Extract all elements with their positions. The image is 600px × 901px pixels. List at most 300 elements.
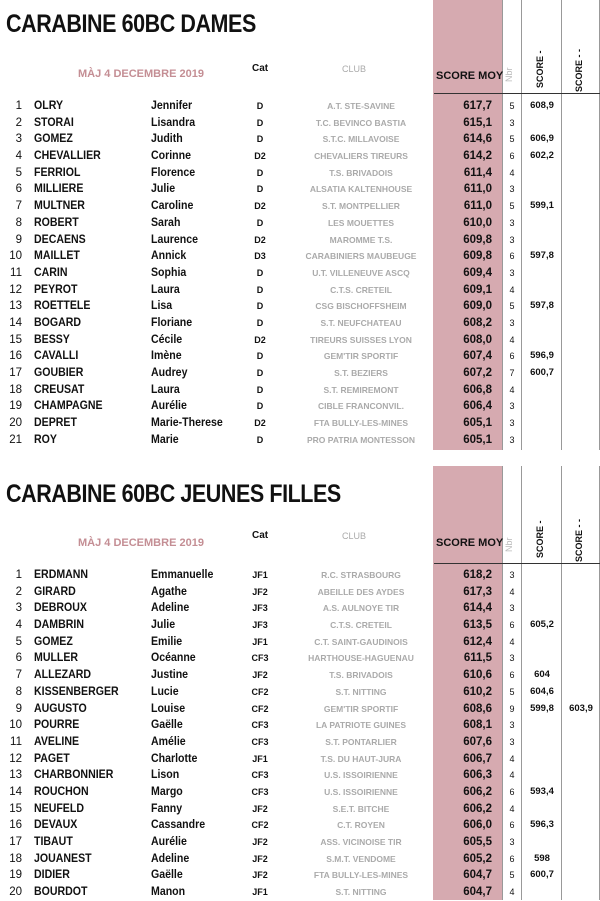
cell-score-1: 604,6 bbox=[530, 685, 554, 697]
cell-club: ALSATIA KALTENHOUSE bbox=[309, 184, 413, 195]
cell-first-name: Marie bbox=[151, 433, 179, 446]
cell-nbr: 4 bbox=[509, 770, 515, 781]
cell-score-2: 603,9 bbox=[569, 702, 593, 714]
table-row bbox=[0, 584, 600, 601]
cell-nbr: 5 bbox=[509, 201, 515, 212]
cell-rank: 18 bbox=[9, 383, 22, 396]
cell-last-name: TIBAUT bbox=[34, 836, 73, 848]
cell-score-1: 599,1 bbox=[530, 200, 554, 212]
table-row bbox=[0, 817, 600, 834]
cell-last-name: DEVAUX bbox=[34, 819, 78, 832]
cell-first-name: Emilie bbox=[151, 635, 183, 648]
cell-score-moy: 609,4 bbox=[463, 266, 492, 279]
cell-rank: 17 bbox=[9, 836, 22, 848]
cell-rank: 18 bbox=[9, 852, 22, 865]
cell-score-moy: 608,1 bbox=[463, 719, 492, 732]
table-row bbox=[0, 801, 600, 818]
header-nbr: Nbr bbox=[504, 537, 514, 552]
cell-first-name: Sarah bbox=[151, 216, 181, 229]
cell-club: S.T. NITTING bbox=[335, 686, 387, 697]
cell-nbr: 4 bbox=[509, 334, 515, 345]
cell-first-name: Charlotte bbox=[151, 752, 198, 765]
cell-score-moy: 618,2 bbox=[463, 569, 492, 581]
cell-club: S.T. NITTING bbox=[335, 887, 387, 898]
cell-rank: 14 bbox=[9, 785, 22, 798]
table-row bbox=[0, 701, 600, 718]
cell-category: D2 bbox=[254, 201, 266, 212]
cell-nbr: 3 bbox=[509, 184, 515, 195]
cell-last-name: ROUCHON bbox=[34, 785, 89, 798]
cell-category: D bbox=[256, 434, 264, 445]
cell-category: CF3 bbox=[251, 770, 269, 781]
cell-last-name: KISSENBERGER bbox=[34, 685, 119, 698]
cell-rank: 11 bbox=[10, 266, 22, 279]
cell-first-name: Laura bbox=[151, 383, 180, 396]
cell-score-moy: 613,5 bbox=[463, 619, 492, 632]
cell-category: CF2 bbox=[251, 820, 269, 831]
cell-first-name: Corinne bbox=[151, 150, 191, 163]
cell-rank: 16 bbox=[9, 350, 22, 363]
cell-nbr: 4 bbox=[509, 887, 515, 898]
cell-nbr: 3 bbox=[509, 418, 515, 429]
cell-club: GEM'TIR SPORTIF bbox=[323, 351, 399, 362]
cell-club: C.T.S. CRETEIL bbox=[330, 620, 392, 631]
cell-last-name: CARIN bbox=[34, 266, 68, 279]
cell-category: D3 bbox=[254, 251, 266, 262]
cell-category: JF1 bbox=[252, 636, 268, 647]
cell-club: C.T. SAINT-GAUDINOIS bbox=[314, 636, 408, 647]
cell-nbr: 3 bbox=[509, 317, 515, 328]
cell-nbr: 3 bbox=[509, 570, 515, 580]
cell-club: LA PATRIOTE GUINES bbox=[315, 720, 407, 731]
cell-last-name: STORAI bbox=[34, 116, 74, 129]
cell-last-name: ROBERT bbox=[34, 216, 79, 229]
cell-nbr: 7 bbox=[509, 368, 515, 378]
cell-last-name: NEUFELD bbox=[34, 802, 84, 815]
cell-first-name: Lucie bbox=[151, 685, 179, 698]
cell-score-1: 597,8 bbox=[530, 250, 554, 262]
cell-category: JF2 bbox=[252, 853, 268, 864]
cell-score-moy: 611,0 bbox=[463, 183, 492, 196]
cell-rank: 8 bbox=[15, 216, 22, 229]
cell-rank: 5 bbox=[15, 635, 22, 648]
cell-first-name: Adeline bbox=[151, 602, 190, 615]
cell-club: CSG BISCHOFFSHEIM bbox=[315, 301, 407, 312]
cell-category: D bbox=[256, 368, 264, 378]
cell-nbr: 9 bbox=[509, 703, 515, 714]
cell-club: CARABINIERS MAUBEUGE bbox=[305, 251, 417, 262]
cell-category: CF3 bbox=[251, 653, 269, 664]
cell-nbr: 4 bbox=[509, 636, 515, 647]
cell-rank: 13 bbox=[9, 300, 22, 313]
cell-score-moy: 608,0 bbox=[463, 333, 492, 346]
cell-rank: 2 bbox=[15, 585, 22, 598]
cell-nbr: 3 bbox=[509, 117, 515, 128]
cell-score-moy: 614,6 bbox=[463, 133, 492, 146]
cell-first-name: Audrey bbox=[151, 367, 188, 379]
cell-club: TIREURS SUISSES LYON bbox=[310, 334, 412, 345]
cell-rank: 19 bbox=[9, 869, 22, 882]
cell-score-moy: 605,1 bbox=[463, 433, 492, 446]
cell-category: JF1 bbox=[252, 887, 268, 898]
cell-score-moy: 606,2 bbox=[463, 802, 492, 815]
cell-club: T.S. BRIVADOIS bbox=[329, 167, 393, 178]
cell-score-moy: 606,8 bbox=[463, 383, 492, 396]
table-row bbox=[0, 851, 600, 868]
cell-category: D2 bbox=[254, 334, 266, 345]
cell-score-moy: 606,0 bbox=[463, 819, 492, 832]
cell-first-name: Justine bbox=[151, 669, 189, 682]
ranking-table-jeunes bbox=[0, 567, 600, 901]
cell-score-1: 596,9 bbox=[530, 350, 554, 362]
header-score-moy: SCORE MOY bbox=[436, 70, 504, 82]
cell-rank: 17 bbox=[9, 367, 22, 379]
cell-category: D bbox=[256, 117, 264, 128]
table-row bbox=[0, 98, 600, 115]
cell-score-moy: 609,0 bbox=[463, 300, 492, 313]
cell-score-moy: 608,2 bbox=[463, 316, 492, 329]
cell-category: D2 bbox=[254, 234, 266, 245]
cell-last-name: BOURDOT bbox=[34, 886, 88, 899]
cell-category: D2 bbox=[254, 418, 266, 429]
cell-last-name: AUGUSTO bbox=[34, 702, 87, 715]
cell-category: D bbox=[256, 267, 264, 278]
cell-first-name: Gaëlle bbox=[151, 869, 183, 882]
cell-rank: 1 bbox=[15, 569, 22, 581]
cell-score-moy: 607,2 bbox=[463, 367, 492, 379]
table-row bbox=[0, 298, 600, 315]
cell-club: U.T. VILLENEUVE ASCQ bbox=[312, 267, 410, 278]
cell-score-1: 604 bbox=[534, 669, 550, 681]
cell-rank: 3 bbox=[15, 133, 22, 146]
table-row bbox=[0, 265, 600, 282]
cell-rank: 10 bbox=[9, 250, 22, 263]
page-title: CARABINE 60BC JEUNES FILLES bbox=[6, 480, 341, 508]
cell-score-moy: 617,3 bbox=[463, 585, 492, 598]
cell-club: LES MOUETTES bbox=[327, 217, 395, 228]
cell-last-name: CREUSAT bbox=[34, 383, 85, 396]
table-row bbox=[0, 600, 600, 617]
cell-score-moy: 606,2 bbox=[463, 785, 492, 798]
cell-score-moy: 607,4 bbox=[463, 350, 492, 363]
header-score-moy: SCORE MOY bbox=[436, 537, 504, 549]
cell-nbr: 3 bbox=[509, 603, 515, 614]
cell-rank: 5 bbox=[15, 166, 22, 179]
cell-category: CF3 bbox=[251, 736, 269, 747]
cell-category: JF2 bbox=[252, 837, 268, 847]
cell-last-name: CAVALLI bbox=[34, 350, 79, 363]
cell-club: S.T. BEZIERS bbox=[334, 368, 388, 378]
header-score-1: SCORE - bbox=[535, 50, 545, 88]
cell-rank: 2 bbox=[15, 116, 22, 129]
table-row bbox=[0, 432, 600, 449]
cell-last-name: AVELINE bbox=[34, 735, 80, 748]
cell-nbr: 3 bbox=[509, 736, 515, 747]
table-row bbox=[0, 315, 600, 332]
cell-nbr: 5 bbox=[509, 101, 515, 111]
cell-nbr: 6 bbox=[509, 620, 515, 631]
cell-nbr: 3 bbox=[509, 217, 515, 228]
cell-category: D bbox=[256, 301, 264, 312]
cell-club: A.S. AULNOYE TIR bbox=[322, 603, 400, 614]
cell-category: D bbox=[256, 134, 264, 145]
table-row bbox=[0, 198, 600, 215]
header-nbr: Nbr bbox=[504, 67, 514, 82]
cell-category: CF2 bbox=[251, 703, 269, 714]
section-jeunes-filles bbox=[0, 466, 600, 900]
cell-last-name: DAMBRIN bbox=[34, 619, 84, 632]
table-row bbox=[0, 148, 600, 165]
cell-category: D bbox=[256, 167, 264, 178]
cell-club: PRO PATRIA MONTESSON bbox=[307, 434, 415, 445]
table-row bbox=[0, 567, 600, 584]
cell-nbr: 4 bbox=[509, 753, 515, 764]
cell-club: S.M.T. VENDOME bbox=[326, 853, 396, 864]
update-date: MÀJ 4 DECEMBRE 2019 bbox=[78, 68, 204, 80]
table-row bbox=[0, 617, 600, 634]
cell-nbr: 5 bbox=[509, 870, 515, 881]
cell-category: D bbox=[256, 101, 264, 111]
cell-club: MAROMME T.S. bbox=[329, 234, 393, 245]
cell-first-name: Judith bbox=[151, 133, 183, 146]
cell-first-name: Jennifer bbox=[151, 100, 193, 112]
cell-score-moy: 608,6 bbox=[463, 702, 492, 715]
cell-club: U.S. ISSOIRIENNE bbox=[324, 770, 398, 781]
cell-score-moy: 610,0 bbox=[463, 216, 492, 229]
cell-category: D bbox=[256, 351, 264, 362]
cell-last-name: POURRE bbox=[34, 719, 80, 732]
cell-nbr: 3 bbox=[509, 234, 515, 245]
cell-category: CF3 bbox=[251, 720, 269, 731]
table-row bbox=[0, 282, 600, 299]
update-date: MÀJ 4 DECEMBRE 2019 bbox=[78, 537, 204, 549]
cell-last-name: GOMEZ bbox=[34, 133, 73, 146]
cell-rank: 10 bbox=[9, 719, 22, 732]
header-rule bbox=[434, 563, 600, 564]
cell-score-moy: 610,6 bbox=[463, 669, 492, 682]
cell-last-name: GIRARD bbox=[34, 585, 76, 598]
cell-category: JF2 bbox=[252, 670, 268, 681]
cell-first-name: Julie bbox=[151, 619, 176, 632]
cell-first-name: Annick bbox=[151, 250, 187, 263]
cell-last-name: FERRIOL bbox=[34, 166, 81, 179]
cell-last-name: BESSY bbox=[34, 333, 70, 346]
cell-last-name: CHARBONNIER bbox=[34, 769, 114, 782]
cell-score-moy: 609,8 bbox=[463, 233, 492, 246]
cell-rank: 4 bbox=[15, 150, 22, 163]
cell-score-moy: 604,7 bbox=[463, 869, 492, 882]
table-row bbox=[0, 867, 600, 884]
cell-rank: 21 bbox=[9, 433, 22, 446]
header-score-2: SCORE - - bbox=[574, 518, 584, 562]
cell-score-1: 597,8 bbox=[530, 300, 554, 312]
cell-first-name: Lison bbox=[151, 769, 180, 782]
cell-category: JF2 bbox=[252, 803, 268, 814]
table-row bbox=[0, 181, 600, 198]
cell-club: S.T. REMIREMONT bbox=[323, 384, 399, 395]
cell-nbr: 3 bbox=[509, 837, 515, 847]
cell-score-1: 605,2 bbox=[530, 619, 554, 631]
cell-rank: 20 bbox=[9, 417, 22, 430]
cell-category: JF1 bbox=[252, 570, 268, 580]
cell-score-moy: 606,3 bbox=[463, 769, 492, 782]
cell-rank: 19 bbox=[9, 400, 22, 413]
cell-last-name: MAILLET bbox=[34, 250, 80, 263]
cell-score-1: 602,2 bbox=[530, 150, 554, 162]
cell-club: S.T. MONTPELLIER bbox=[322, 201, 400, 212]
cell-club: ABEILLE DES AYDES bbox=[317, 586, 405, 597]
cell-club: T.C. BEVINCO BASTIA bbox=[315, 117, 407, 128]
table-row bbox=[0, 115, 600, 132]
cell-last-name: BOGARD bbox=[34, 316, 82, 329]
cell-club: C.T. ROYEN bbox=[337, 820, 385, 831]
cell-last-name: DECAENS bbox=[34, 233, 86, 246]
table-row bbox=[0, 751, 600, 768]
cell-rank: 16 bbox=[9, 819, 22, 832]
cell-club: ASS. VICINOISE TIR bbox=[320, 837, 402, 847]
table-row bbox=[0, 365, 600, 382]
cell-rank: 7 bbox=[15, 200, 22, 213]
cell-last-name: ALLEZARD bbox=[34, 669, 92, 682]
cell-nbr: 5 bbox=[509, 301, 515, 312]
cell-club: S.E.T. BITCHE bbox=[332, 803, 390, 814]
table-row bbox=[0, 332, 600, 349]
cell-first-name: Aurélie bbox=[151, 400, 187, 413]
cell-last-name: ROY bbox=[34, 433, 57, 446]
cell-rank: 12 bbox=[9, 752, 22, 765]
cell-last-name: PEYROT bbox=[34, 283, 78, 296]
table-row bbox=[0, 767, 600, 784]
cell-score-1: 596,3 bbox=[530, 819, 554, 831]
header-club: CLUB bbox=[342, 64, 367, 74]
cell-club: A.T. STE-SAVINE bbox=[327, 101, 395, 111]
cell-first-name: Lisa bbox=[151, 300, 173, 313]
cell-nbr: 6 bbox=[509, 351, 515, 362]
table-row bbox=[0, 382, 600, 399]
cell-score-moy: 609,1 bbox=[463, 283, 492, 296]
cell-first-name: Louise bbox=[151, 702, 186, 715]
cell-first-name: Manon bbox=[151, 886, 186, 899]
cell-nbr: 6 bbox=[509, 786, 515, 797]
cell-club: HARTHOUSE-HAGUENAU bbox=[308, 653, 414, 664]
cell-score-1: 600,7 bbox=[530, 869, 554, 881]
cell-first-name: Cassandre bbox=[151, 819, 206, 832]
cell-category: JF2 bbox=[252, 586, 268, 597]
cell-score-moy: 604,7 bbox=[463, 886, 492, 899]
cell-rank: 1 bbox=[15, 100, 22, 112]
cell-category: D bbox=[256, 284, 264, 295]
cell-rank: 15 bbox=[9, 802, 22, 815]
cell-first-name: Floriane bbox=[151, 316, 193, 329]
cell-rank: 14 bbox=[9, 316, 22, 329]
cell-score-moy: 611,5 bbox=[463, 652, 492, 665]
cell-first-name: Florence bbox=[151, 166, 196, 179]
cell-club: S.T.C. MILLAVOISE bbox=[322, 134, 400, 145]
table-row bbox=[0, 650, 600, 667]
table-row bbox=[0, 232, 600, 249]
cell-club: CHEVALIERS TIREURS bbox=[314, 151, 408, 162]
cell-rank: 4 bbox=[15, 619, 22, 632]
cell-category: D2 bbox=[254, 151, 266, 162]
cell-score-moy: 605,1 bbox=[463, 417, 492, 430]
cell-score-moy: 609,8 bbox=[463, 250, 492, 263]
cell-score-moy: 605,5 bbox=[463, 836, 492, 848]
cell-rank: 6 bbox=[15, 652, 22, 665]
cell-last-name: MULLER bbox=[34, 652, 79, 665]
cell-score-moy: 607,6 bbox=[463, 735, 492, 748]
cell-rank: 12 bbox=[9, 283, 22, 296]
cell-first-name: Cécile bbox=[151, 333, 183, 346]
cell-score-1: 593,4 bbox=[530, 785, 554, 797]
cell-nbr: 3 bbox=[509, 720, 515, 731]
cell-category: CF3 bbox=[251, 786, 269, 797]
cell-last-name: DEPRET bbox=[34, 417, 77, 430]
cell-category: JF2 bbox=[252, 870, 268, 881]
cell-score-moy: 611,0 bbox=[463, 200, 492, 213]
page-title: CARABINE 60BC DAMES bbox=[6, 10, 256, 38]
cell-score-1: 599,8 bbox=[530, 702, 554, 714]
cell-first-name: Amélie bbox=[151, 735, 186, 748]
cell-first-name: Océanne bbox=[151, 652, 196, 665]
cell-first-name: Julie bbox=[151, 183, 176, 196]
cell-score-moy: 610,2 bbox=[463, 685, 492, 698]
cell-last-name: JOUANEST bbox=[34, 852, 92, 865]
cell-last-name: MULTNER bbox=[34, 200, 85, 213]
header-cat: Cat bbox=[252, 530, 269, 541]
table-row bbox=[0, 734, 600, 751]
header-cat: Cat bbox=[252, 63, 269, 74]
table-row bbox=[0, 415, 600, 432]
header-rule bbox=[434, 93, 600, 94]
cell-last-name: MILLIERE bbox=[34, 183, 84, 196]
cell-nbr: 6 bbox=[509, 853, 515, 864]
cell-last-name: ERDMANN bbox=[34, 569, 89, 581]
table-row bbox=[0, 165, 600, 182]
cell-last-name: PAGET bbox=[34, 752, 70, 765]
cell-last-name: GOUBIER bbox=[34, 367, 84, 379]
cell-club: T.S. BRIVADOIS bbox=[329, 670, 393, 681]
cell-club: C.T.S. CRETEIL bbox=[330, 284, 392, 295]
cell-nbr: 3 bbox=[509, 401, 515, 412]
cell-nbr: 4 bbox=[509, 384, 515, 395]
cell-club: CIBLE FRANCONVIL. bbox=[318, 401, 404, 412]
cell-category: D bbox=[256, 317, 264, 328]
cell-nbr: 3 bbox=[509, 653, 515, 664]
cell-club: U.S. ISSOIRIENNE bbox=[324, 786, 398, 797]
cell-last-name: OLRY bbox=[34, 100, 64, 112]
cell-rank: 15 bbox=[9, 333, 22, 346]
cell-score-1: 600,7 bbox=[530, 367, 554, 378]
table-row bbox=[0, 784, 600, 801]
cell-category: D bbox=[256, 217, 264, 228]
cell-score-1: 598 bbox=[534, 852, 550, 864]
cell-first-name: Margo bbox=[151, 785, 183, 798]
cell-first-name: Agathe bbox=[151, 585, 187, 598]
table-row bbox=[0, 834, 600, 851]
cell-club: R.C. STRASBOURG bbox=[321, 570, 401, 580]
cell-first-name: Adeline bbox=[151, 852, 190, 865]
header-score-2: SCORE - - bbox=[574, 48, 584, 92]
cell-nbr: 6 bbox=[509, 670, 515, 681]
cell-last-name: DEBROUX bbox=[34, 602, 87, 615]
cell-category: JF3 bbox=[252, 603, 268, 614]
cell-rank: 20 bbox=[9, 886, 22, 899]
cell-category: D bbox=[256, 184, 264, 195]
cell-first-name: Sophia bbox=[151, 266, 187, 279]
cell-score-moy: 612,4 bbox=[463, 635, 492, 648]
cell-first-name: Laurence bbox=[151, 233, 199, 246]
cell-club: S.T. PONTARLIER bbox=[325, 736, 397, 747]
